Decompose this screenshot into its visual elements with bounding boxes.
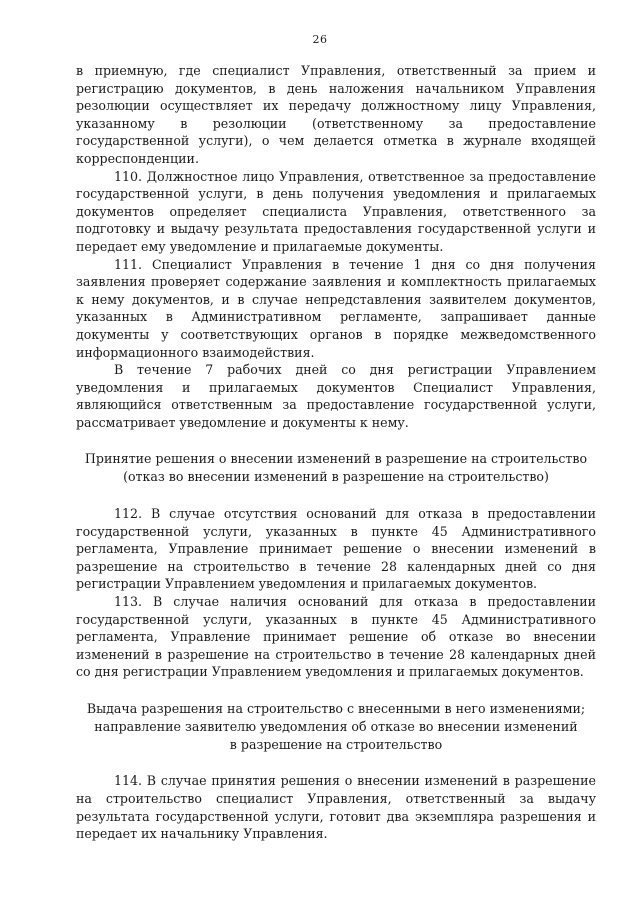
paragraph-continuation: в приемную, где специалист Управления, ответственный за прием и регистрацию документов, в день наложения начальником Управления резолюции осуществляет их передачу должностному лицу Управления, указанному в резолюции (ответственному за предоставление государственной услуги), о чем делается отметка в журнале входящей корреспонденции. [76,63,596,166]
section-heading-line: в разрешение на строительство [229,736,443,752]
spacer [76,753,596,772]
paragraph-113: 113. В случае наличия оснований для отказа в предоставлении государственной услуги, указанных в пункте 45 Административного регламента, Управление принимает решение об отказе во внесении изменений в разрешение на строительство в течение 28 календарных дней со дня регистрации Управлением уведомления и прилагаемых документов. [76,594,596,680]
paragraph-112: 112. В случае отсутствия оснований для отказа в предоставлении государственной услуги, указанных в пункте 45 Административного регламента, Управление принимает решение о внесении изменений в разрешение на строительство в течение 28 календарных дней со дня регистрации Управлением уведомления и прилагаемых документов. [76,506,596,592]
section-heading-decision [76,450,596,486]
paragraph-7-days: В течение 7 рабочих дней со дня регистрации Управлением уведомления и прилагаемых документов Специалист Управления, являющийся ответственным за предоставление государственной услуги, рассматривает уведомление и документы к нему. [76,362,596,430]
paragraph-111: 111. Специалист Управления в течение 1 дня со дня получения заявления проверяет содержание заявления и комплектность прилагаемых к нему документов, и в случае непредставления заявителем документов, указанных в Административном регламенте, запрашивает данные документы у соответствующих органов в порядке межведомственного информационного взаимодействия. [76,256,596,360]
section-heading-line: (отказ во внесении изменений в разрешение на строительство) [123,469,549,485]
document-body [76,62,596,843]
paragraph-110: 110. Должностное лицо Управления, ответственное за предоставление государственной услуги, в день получения уведомления и прилагаемых документов определяет специалиста Управления, ответственного за подготовку и выдачу результата предоставления государственной услуги и передает ему уведомление и прилагаемые документы. [76,168,596,254]
spacer [76,681,596,700]
section-heading-issuance [76,700,596,753]
spacer [76,486,596,505]
section-heading-line: Принятие решения о внесении изменений в разрешение на строительство [84,451,588,467]
paragraph-114: 114. В случае принятия решения о внесении изменений в разрешение на строительство специалист Управления, ответственный за выдачу результата государственной услуги, готовит два экземпляра разрешения и передает их начальнику Управления. [76,773,596,842]
spacer [76,431,596,450]
page-number: 26 [312,33,328,46]
section-heading-line: Выдача разрешения на строительство с внесенными в него изменениями; [86,701,586,716]
section-heading-line: направление заявителю уведомления об отказе во внесении изменений [94,718,578,734]
